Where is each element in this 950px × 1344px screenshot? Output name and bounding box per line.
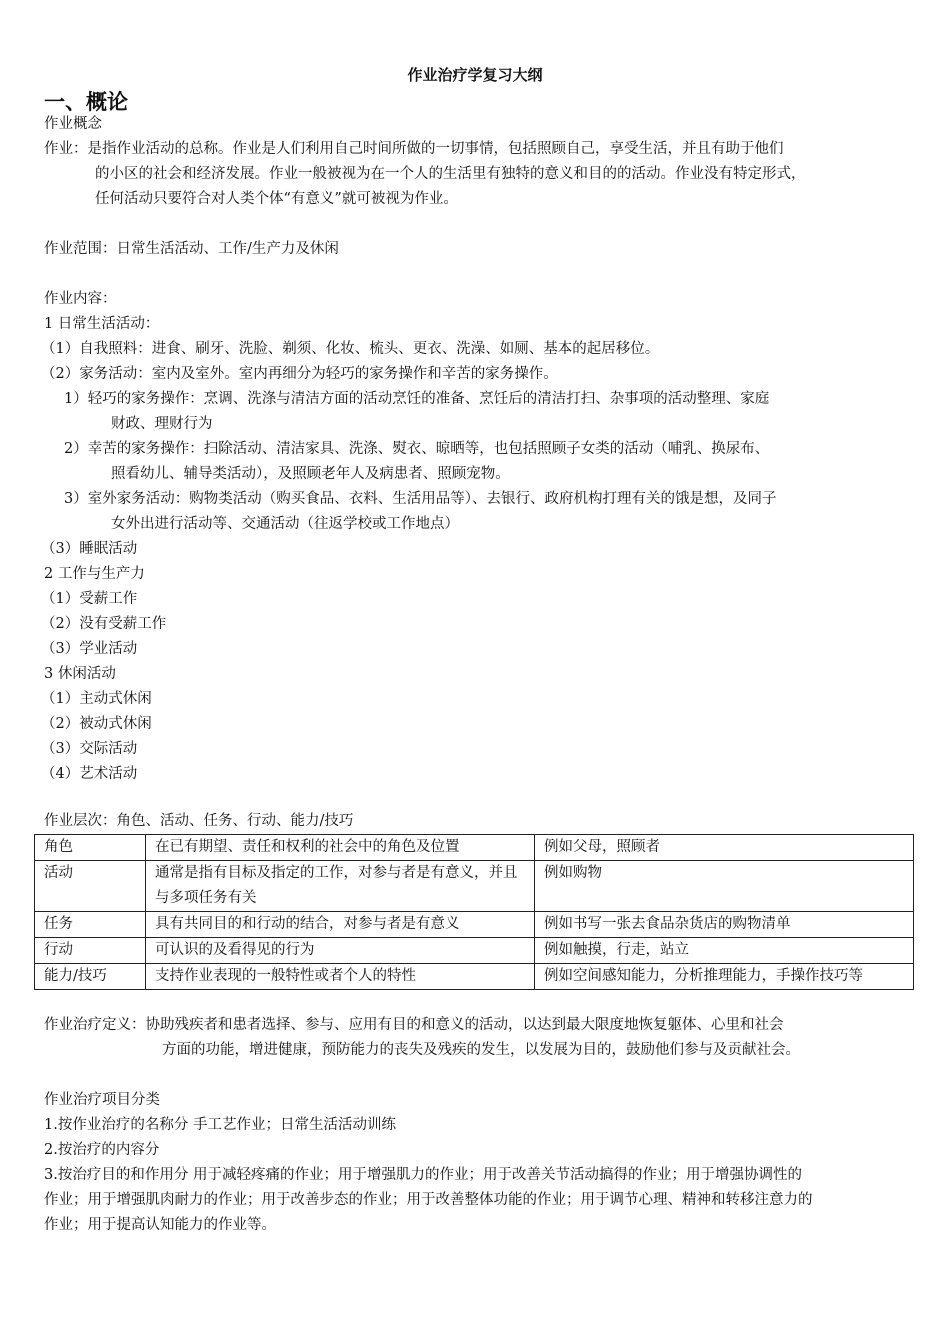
- table-row: [35, 938, 914, 964]
- table-cell-example: 例如购物: [535, 861, 914, 912]
- content-unpaid: （2）没有受薪工作: [41, 616, 167, 632]
- table-cell-example: 例如书写一张去食品杂货店的购物清单: [535, 912, 914, 938]
- levels-heading: 作业层次：角色、活动、任务、行动、能力/技巧: [44, 813, 354, 829]
- table-cell-desc: 具有共同目的和行动的结合，对参与者是有意义: [146, 912, 535, 938]
- classification-heading: 作业治疗项目分类: [44, 1092, 160, 1108]
- content-social: （3）交际活动: [41, 741, 138, 757]
- content-art: （4）艺术活动: [41, 766, 138, 782]
- table-row: [35, 835, 914, 861]
- document-title: 作业治疗学复习大纲: [407, 66, 543, 84]
- table-cell-desc: 可认识的及看得见的行为: [146, 938, 535, 964]
- content-self-care: （1）自我照料：进食、刷牙、洗脸、剃须、化妆、梳头、更衣、洗澡、如厕、基本的起居移位。: [41, 341, 660, 357]
- table-cell-desc: 在已有期望、责任和权利的社会中的角色及位置: [146, 835, 535, 861]
- table-cell-term: 行动: [35, 938, 146, 964]
- content-paid: （1）受薪工作: [41, 591, 138, 607]
- table-cell-term: 角色: [35, 835, 146, 861]
- content-study: （3）学业活动: [41, 641, 138, 657]
- classification-line-4: 作业；用于增强肌肉耐力的作业；用于改善步态的作业；用于改善整体功能的作业；用于调节心理、精神和转移注意力的: [44, 1192, 813, 1208]
- table-cell-term: 任务: [35, 912, 146, 938]
- table-cell-term: 能力/技巧: [35, 964, 146, 990]
- content-work: 2 工作与生产力: [44, 566, 145, 582]
- definition-line-2: 的小区的社会和经济发展。作业一般被视为在一个人的生活里有独特的意义和目的的活动。作业没有特定形式，: [95, 166, 806, 182]
- table-cell-example: 例如父母，照顾者: [535, 835, 914, 861]
- content-housework: （2）家务活动：室内及室外。室内再细分为轻巧的家务操作和辛苦的家务操作。: [41, 366, 558, 382]
- content-light-1: 1）轻巧的家务操作：烹调、洗涤与清洁方面的活动烹饪的准备、烹饪后的清洁打扫、杂事项的活动整理、家庭: [64, 391, 770, 407]
- definition-line-3: 任何活动只要符合对人类个体“有意义”就可被视为作业。: [95, 191, 458, 207]
- content-outdoor-2: 女外出进行活动等、交通活动（往返学校或工作地点）: [111, 516, 459, 532]
- content-outdoor-1: 3）室外家务活动：购物类活动（购买食品、衣料、生活用品等）、去银行、政府机构打理有关的饿是想，及同子: [64, 491, 777, 507]
- content-leisure: 3 休闲活动: [44, 666, 116, 682]
- content-heavy-1: 2）幸苦的家务操作：扫除活动、清洁家具、洗涤、熨衣、晾晒等，也包括照顾子女类的活动（哺乳、换尿布、: [64, 441, 770, 457]
- classification-line-5: 作业；用于提高认知能力的作业等。: [44, 1217, 276, 1233]
- content-light-2: 财政、理财行为: [111, 416, 213, 432]
- classification-line-1: 1.按作业治疗的名称分 手工艺作业；日常生活活动训练: [44, 1117, 396, 1133]
- content-heavy-2: 照看幼儿、辅导类活动），及照顾老年人及病患者、照顾宠物。: [111, 466, 510, 482]
- content-sleep: （3）睡眠活动: [41, 541, 138, 557]
- table-row: [35, 964, 914, 990]
- section-heading: 一、概论: [44, 90, 128, 114]
- table-cell-example: 例如触摸，行走，站立: [535, 938, 914, 964]
- definition-line-1: 作业：是指作业活动的总称。作业是人们利用自己时间所做的一切事情，包括照顾自己，享受生活，并且有助于他们: [44, 141, 784, 157]
- content-heading: 作业内容：: [44, 291, 117, 307]
- classification-line-2: 2.按治疗的内容分: [44, 1142, 160, 1158]
- table-row: [35, 912, 914, 938]
- table-cell-desc: 支持作业表现的一般特性或者个人的特性: [146, 964, 535, 990]
- ot-definition-line-1: 作业治疗定义：协助残疾者和患者选择、参与、应用有目的和意义的活动，以达到最大限度地恢复躯体、心里和社会: [44, 1017, 784, 1033]
- content-adl: 1 日常生活活动：: [44, 316, 160, 332]
- content-active: （1）主动式休闲: [41, 691, 152, 707]
- concept-heading: 作业概念: [44, 116, 102, 132]
- content-passive: （2）被动式休闲: [41, 716, 152, 732]
- table-cell-term: 活动: [35, 861, 146, 912]
- classification-line-3: 3.按治疗目的和作用分 用于减轻疼痛的作业；用于增强肌力的作业；用于改善关节活动搞得的作业；用于增强协调性的: [44, 1167, 802, 1183]
- table-cell-example: 例如空间感知能力，分析推理能力，手操作技巧等: [535, 964, 914, 990]
- levels-table: [34, 834, 914, 990]
- table-cell-desc: 通常是指有目标及指定的工作，对参与者是有意义，并且与多项任务有关: [146, 861, 535, 912]
- ot-definition-line-2: 方面的功能，增进健康，预防能力的丧失及残疾的发生，以发展为目的，鼓励他们参与及贡献社会。: [162, 1042, 800, 1058]
- table-row: [35, 861, 914, 912]
- scope-line: 作业范围：日常生活活动、工作/生产力及休闲: [44, 241, 339, 257]
